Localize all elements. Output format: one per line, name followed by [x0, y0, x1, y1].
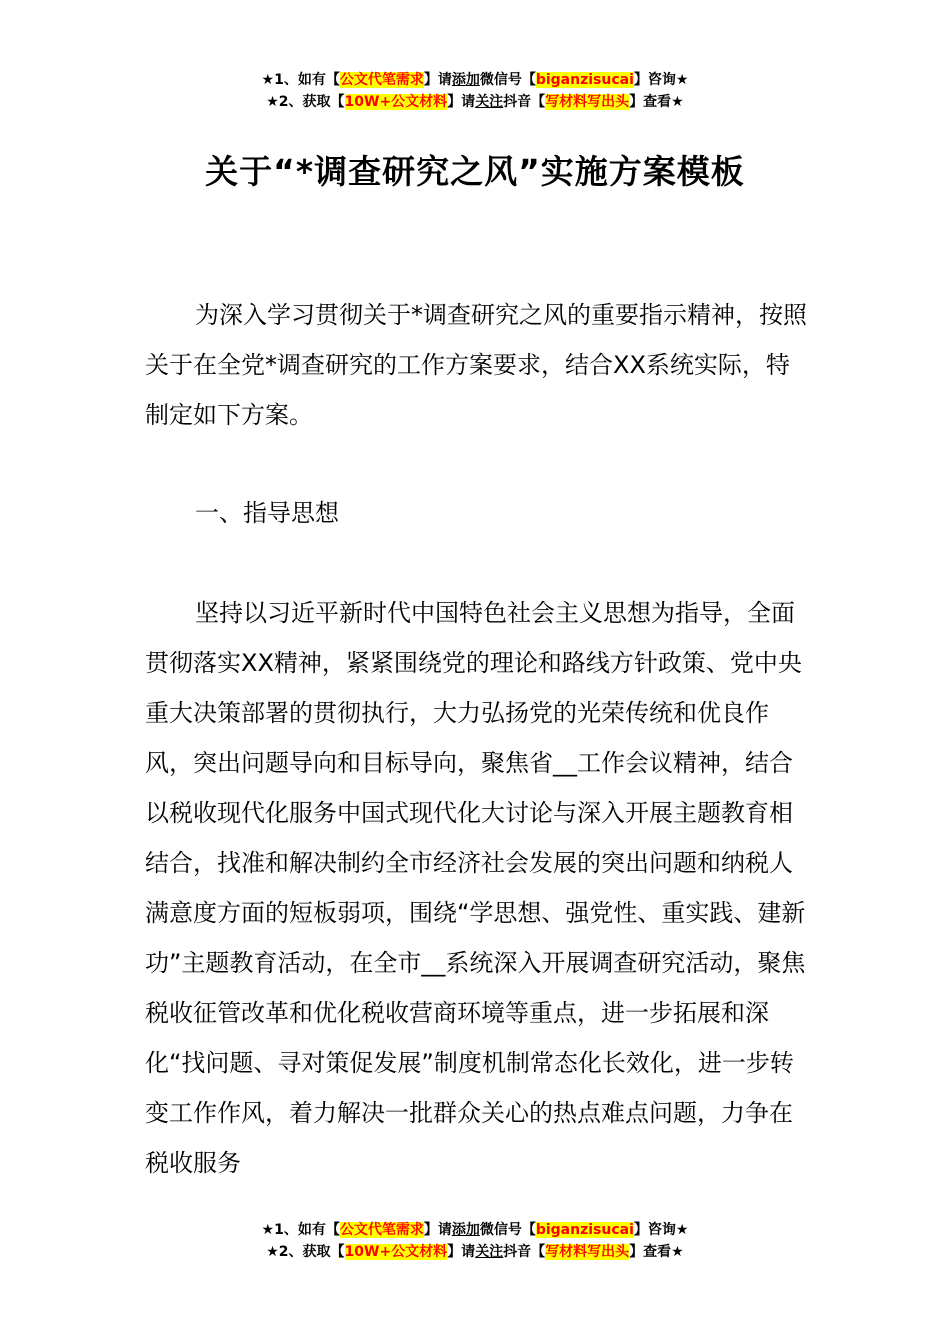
footer-banner	[0, 1219, 950, 1263]
banner-text: 抖音【	[503, 1244, 546, 1260]
section-body-paragraph: 坚持以习近平新时代中国特色社会主义思想为指导，全面贯彻落实XX精神，紧紧围绕党的理论和路线方针政策、党中央重大决策部署的贯彻执行，大力弘扬党的光荣传统和优良作风，突出问题导向和目标导向，聚焦省__工作会议精神，结合以税收现代化服务中国式现代化大讨论与深入开展主题教育相结合，找准和解决制约全市经济社会发展的突出问题和纳税人满意度方面的短板弱项，围绕“学思想、强党性、重实践、建新功”主题教育活动，在全市__系统深入开展调查研究活动，聚焦税收征管改革和优化税收营商环境等重点，进一步拓展和深化“找问题、寻对策促发展”制度机制常态化长效化，进一步转变工作作风，着力解决一批群众关心的热点难点问题，力争在税收服务	[145, 599, 806, 1177]
banner-text: 】请	[447, 94, 476, 110]
banner-line-2	[0, 91, 950, 113]
banner-text: 微信号【	[479, 72, 536, 88]
banner-text: 】咨询★	[633, 1222, 689, 1238]
intro-paragraph: 为深入学习贯彻关于*调查研究之风的重要指示精神，按照关于在全党*调查研究的工作方案要求，结合XX系统实际，特制定如下方案。	[145, 301, 807, 429]
banner-line-2	[0, 1241, 950, 1263]
banner-highlight: biganzisucai	[535, 1222, 634, 1238]
header-banner	[0, 69, 950, 113]
banner-text: 微信号【	[479, 1222, 536, 1238]
banner-text: 】请	[423, 1222, 452, 1238]
banner-highlight: 写材料写出头	[545, 1244, 630, 1260]
banner-line-1	[0, 1219, 950, 1241]
banner-highlight: 10W+公文材料	[344, 94, 448, 110]
banner-text: ★2、获取【	[266, 94, 345, 110]
intro-paragraph-block	[145, 290, 810, 440]
banner-highlight: 10W+公文材料	[344, 1244, 448, 1260]
banner-emphasis: 关注	[475, 1244, 504, 1260]
banner-text: 】请	[423, 72, 452, 88]
banner-highlight: 公文代笔需求	[339, 1222, 424, 1238]
banner-emphasis: 关注	[475, 94, 504, 110]
banner-emphasis: 添加	[451, 72, 480, 88]
banner-highlight: 公文代笔需求	[339, 72, 424, 88]
section-body-block	[145, 588, 810, 1188]
banner-text: ★1、如有【	[261, 72, 340, 88]
banner-highlight: 写材料写出头	[545, 94, 630, 110]
banner-line-1	[0, 69, 950, 91]
banner-text: 】咨询★	[633, 72, 689, 88]
section-heading: 一、指导思想	[195, 499, 339, 527]
banner-text: 】查看★	[629, 94, 684, 110]
section-heading-block	[145, 488, 810, 538]
banner-text: 】查看★	[629, 1244, 684, 1260]
banner-text: 】请	[447, 1244, 476, 1260]
banner-text: 抖音【	[503, 94, 546, 110]
banner-text: ★1、如有【	[261, 1222, 340, 1238]
banner-highlight: biganzisucai	[535, 72, 634, 88]
banner-emphasis: 添加	[451, 1222, 480, 1238]
document-title: 关于“*调查研究之风”实施方案模板	[205, 152, 745, 191]
banner-text: ★2、获取【	[266, 1244, 345, 1260]
